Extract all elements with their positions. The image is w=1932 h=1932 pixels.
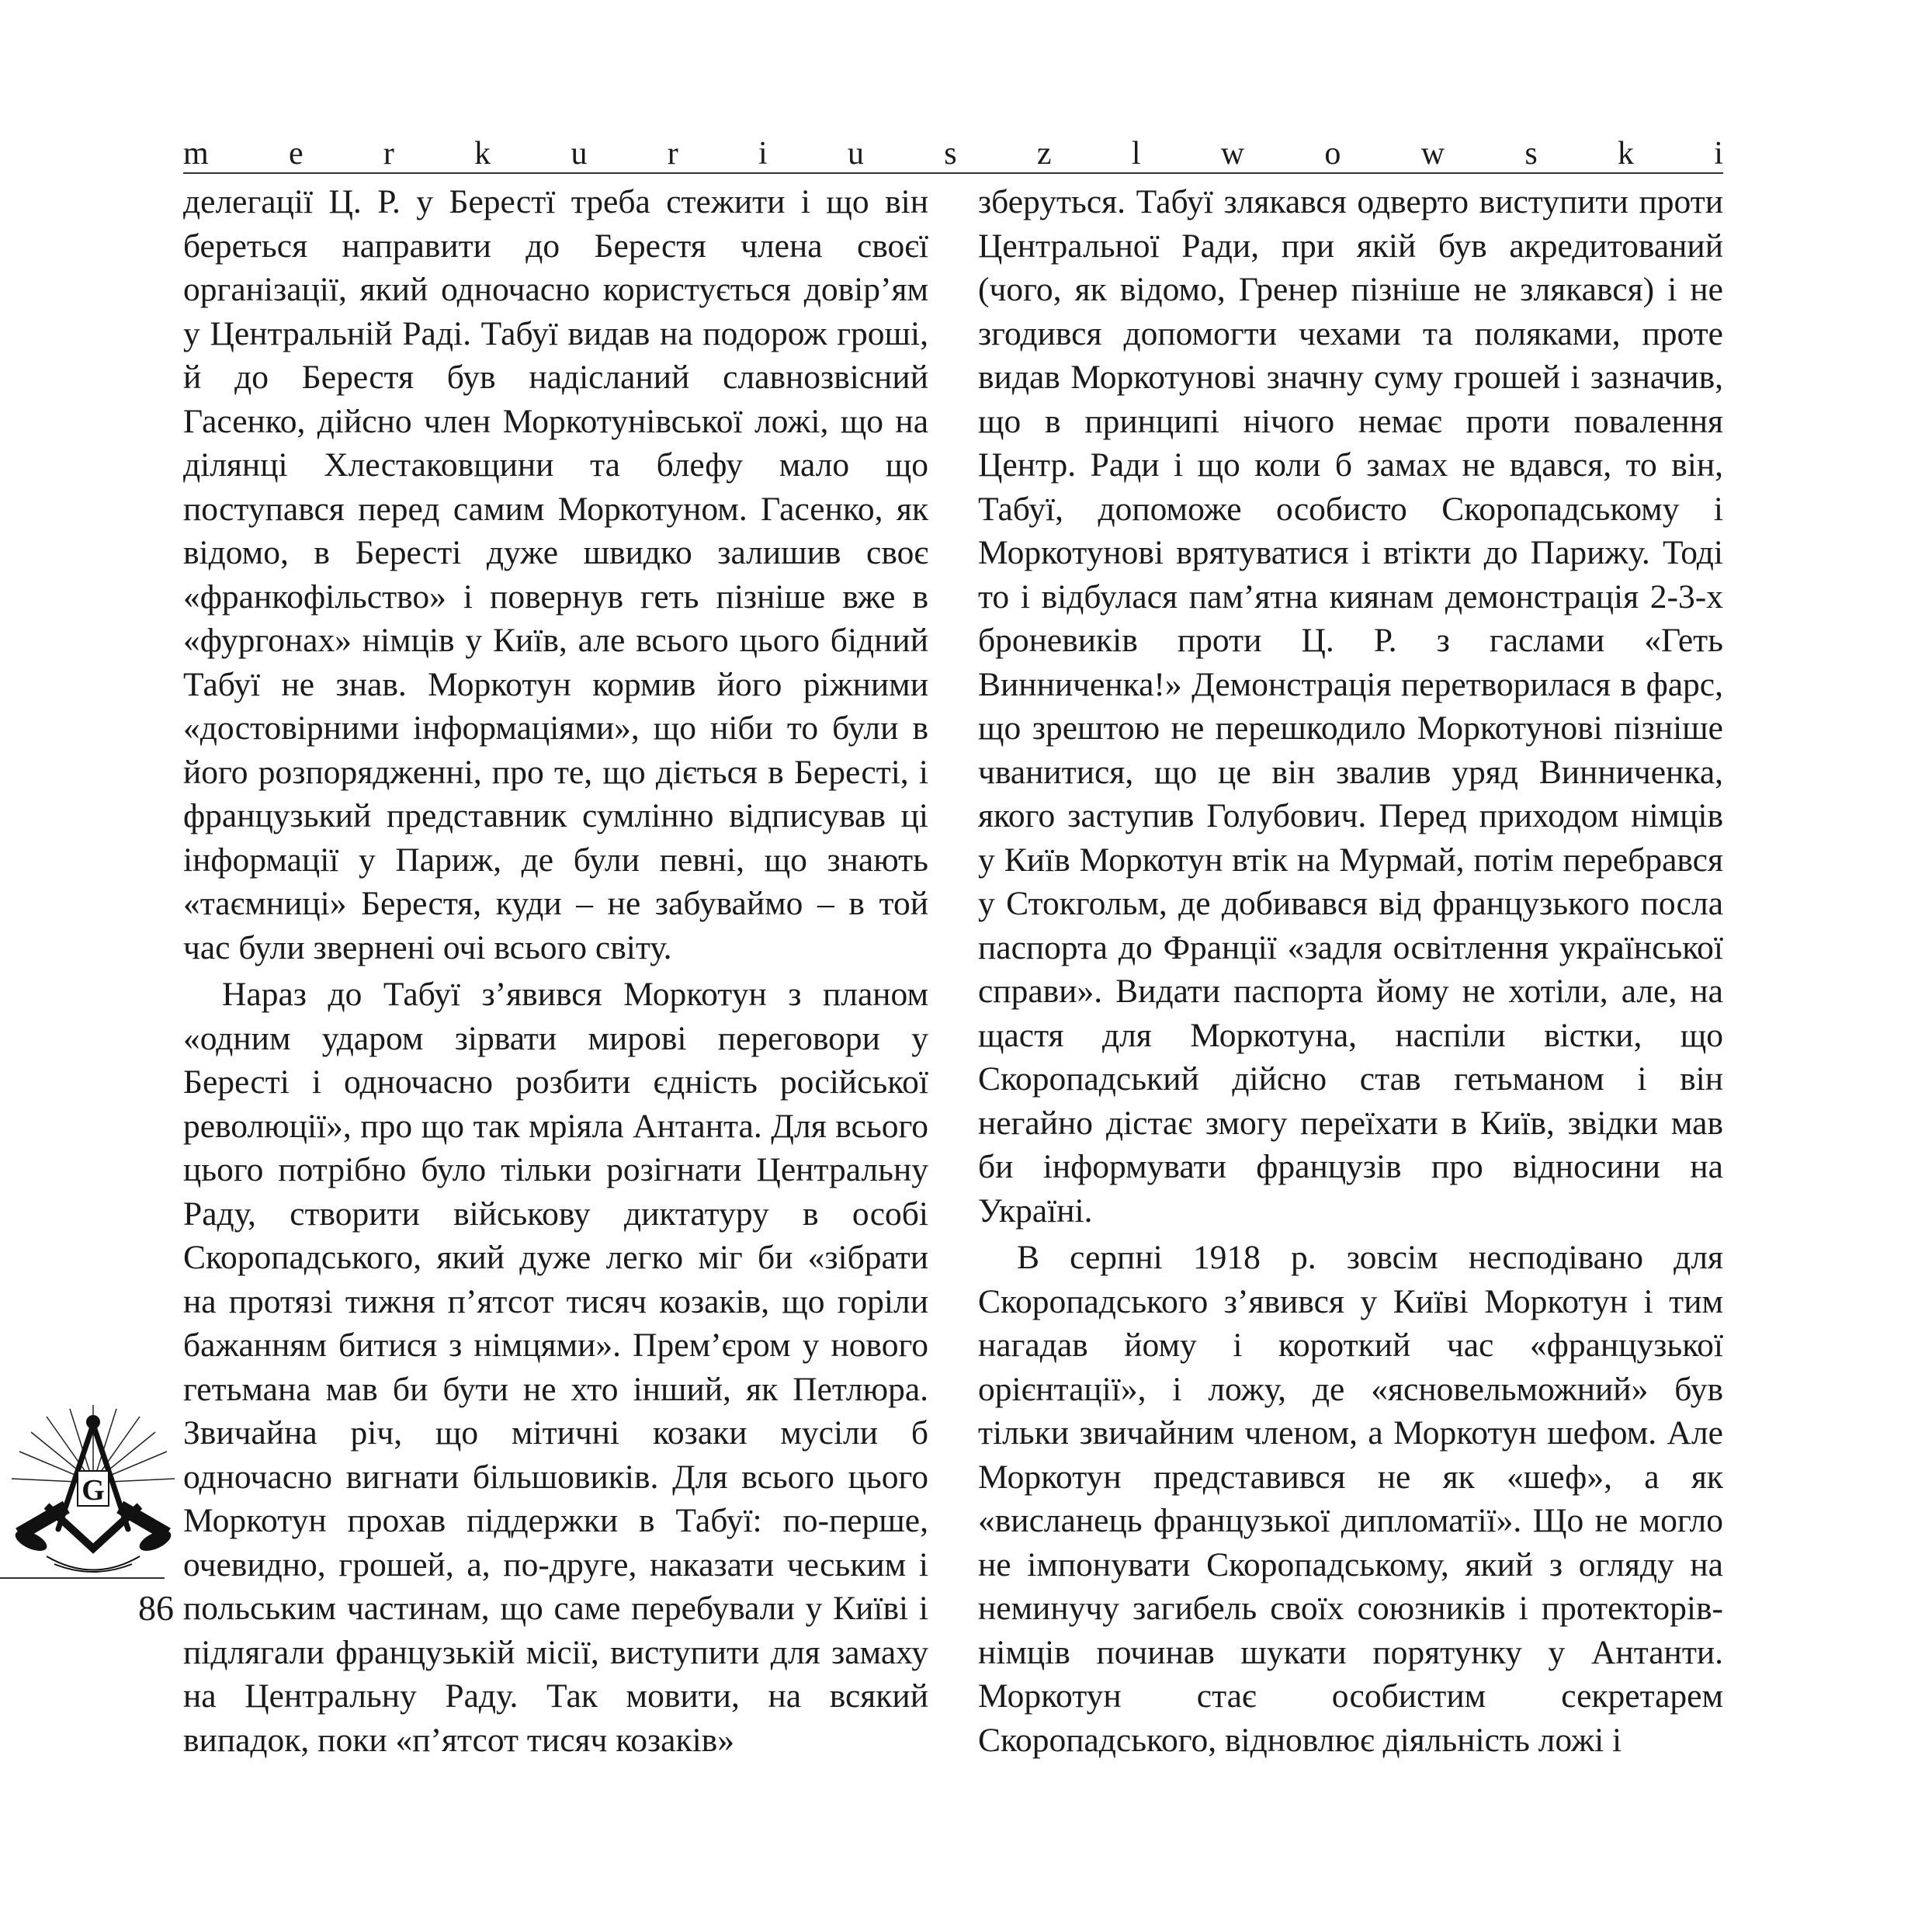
header-letter: e	[288, 136, 304, 172]
header-letter: o	[1324, 136, 1341, 172]
header-letter: r	[667, 136, 678, 172]
margin-rule	[0, 1577, 165, 1579]
masonic-square-compass-emblem-icon	[0, 1397, 186, 1583]
header-letter: u	[571, 136, 588, 172]
page-number: 86	[138, 1588, 174, 1628]
paragraph: делегації Ц. Р. у Берестї треба стежити і що він береться направити до Берестя члена своєї організації, який одночасно користується довір’ям у Центральній Раді. Табуї видав на подорож гроші, й до Берестя був надісланий славнозвісний Гасенко, дійсно член Моркотунівської ложі, що на ділянці Хлестаковщини та блефу мало що поступався перед самим Моркотуном. Гасенко, як відомо, в Бересті дуже швидко залишив своє «франкофільство» і повернув геть пізніше вже в «фургонах» німців у Київ, але всього цього бідний Табуї не знав. Моркотун кормив його ріжними «достовірними інформаціями», що ніби то були в його розпорядженні, про те, що діється в Бересті, і французький представник сумлінно відписував ці інформації у Париж, де були певні, що знають «таємниці» Берестя, куди – не забуваймо – в той час були звернені очі всього світу.	[183, 183, 928, 966]
header-letter: w	[1420, 136, 1445, 172]
header-letter: i	[1714, 136, 1723, 172]
header-letter: s	[944, 136, 957, 172]
header-letter: k	[474, 136, 491, 172]
paragraph: Нараз до Табуї з’явився Моркотун з планом «одним ударом зірвати мирові переговори у Бересті і одночасно розбити єдність російської революції», про що так мріяла Антанта. Для всього цього потрібно було тільки розігнати Центральну Раду, створити військову диктатуру в особі Скоропадського, який дуже легко міг би «зібрати на протязі тижня п’ятсот тисяч козаків, що горіли бажанням битися з німцями». Прем’єром у нового гетьмана мав би бути не хто інший, як Петлюра. Звичайна річ, що мітичні козаки мусіли б одночасно вигнати більшовиків. Для всього цього Моркотун прохав піддержки в Табуї: по-перше, очевидно, грошей, а, по-друге, наказати чеським і польським частинам, що саме перебували у Київі і підлягали французькій місії, виступити для замаху на Центральну Раду. Так мовити, на всякий випадок, поки «п’ятсот тисяч козаків»	[183, 976, 928, 1759]
header-letter: s	[1524, 136, 1538, 172]
emblem-letter: G	[82, 1474, 105, 1507]
header-letter: k	[1617, 136, 1634, 172]
header-letter: w	[1220, 136, 1245, 172]
paragraph: зберуться. Табуї злякався одверто виступити проти Центральної Ради, при якій був акредитований (чого, як відомо, Гренер пізніше не злякався) і не згодився допомогти чехами та поляками, проте видав Моркотунові значну суму грошей і зазначив, що в принципі нічого немає проти повалення Центр. Ради і що коли б замах не вдався, то він, Табуї, допоможе особисто Скоропадському і Моркотунові врятуватися і втікти до Парижу. Тоді то і відбулася пам’ятна киянам демонстрація 2-3-х броневиків проти Ц. Р. з гаслами «Геть Винниченка!» Демонстрація перетворилася в фарс, що зрештою не перешкодило Моркотунові пізніше чванитися, що це він звалив уряд Винниченка, якого заступив Голубович. Перед приходом німців у Київ Моркотун втік на Мурмай, потім перебрався у Стокгольм, де добивався від французького посла паспорта до Франції «задля освітлення української справи». Видати паспорта йому не хотіли, але, на щастя для Моркотуна, наспіли вістки, що Скоропадський дійсно став гетьманом і він негайно дістає змогу переїхати в Київ, звідки мав би інформувати французів про відносини на Україні.	[978, 183, 1723, 1230]
header-letter: m	[183, 136, 209, 172]
running-header	[183, 132, 1723, 172]
left-column	[183, 180, 928, 1762]
header-letter: l	[1131, 136, 1141, 172]
header-rule	[183, 172, 1723, 174]
header-letter: i	[758, 136, 768, 172]
header-letter: u	[847, 136, 864, 172]
paragraph: В серпні 1918 р. зовсім несподівано для Скоропадського з’явився у Київі Моркотун і тим нагадав йому і короткий час «французької орієнтації», і ложу, де «ясновельможний» був тільки звичайним членом, а Моркотун шефом. Але Моркотун представився не як «шеф», а як «висланець французької дипломатії». Що не могло не імпонувати Скоропадському, який з огляду на неминучу загибель своїх союзників і протекторів-німців починав шукати порятунку у Антанти. Моркотун стає особистим секретарем Скоропадського, відновлює діяльність ложі і	[978, 1239, 1723, 1759]
header-letter: z	[1036, 136, 1052, 172]
right-column	[978, 180, 1723, 1762]
header-letter: r	[383, 136, 394, 172]
